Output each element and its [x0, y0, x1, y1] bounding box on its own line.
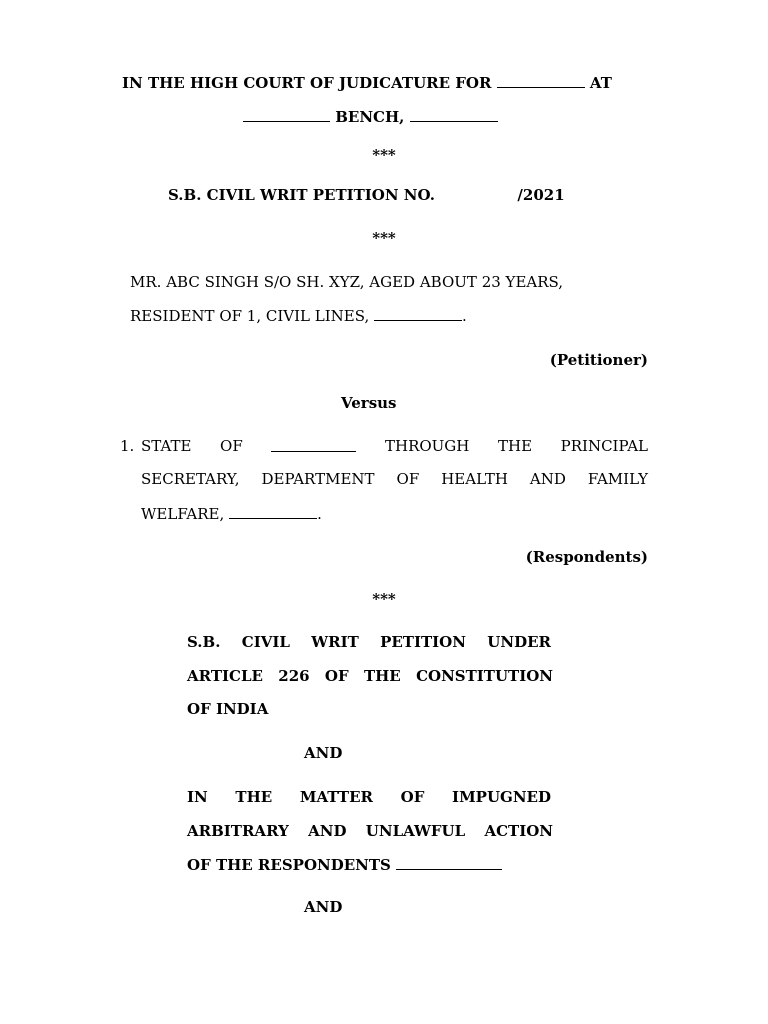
petition-number-line	[168, 186, 565, 204]
respondent-role: (Respondents)	[525, 548, 648, 566]
blank-line	[243, 107, 330, 122]
writ-line-1: S.B. CIVIL WRIT PETITION UNDER	[187, 633, 551, 651]
word: OF	[220, 437, 243, 455]
and-label: AND	[304, 898, 343, 916]
petition-year: /2021	[517, 186, 565, 204]
respondent-line-2: SECRETARY, DEPARTMENT OF HEALTH AND FAMILY	[141, 470, 648, 488]
blank-line	[271, 437, 356, 452]
word: STATE	[141, 437, 192, 455]
blank-line	[497, 73, 585, 88]
respondent-welfare: WELFARE,	[141, 505, 225, 523]
blank-line	[410, 107, 498, 122]
separator: ***	[372, 146, 396, 164]
word: THROUGH	[384, 437, 470, 455]
word: THE	[497, 437, 533, 455]
petitioner-line-2	[130, 306, 467, 325]
writ-line-2: ARTICLE 226 OF THE CONSTITUTION	[187, 667, 553, 685]
separator: ***	[372, 590, 396, 608]
bench-label: BENCH,	[335, 108, 405, 126]
matter-line-1: IN THE MATTER OF IMPUGNED	[187, 788, 551, 806]
and-label: AND	[304, 744, 343, 762]
versus-label: Versus	[341, 394, 397, 412]
bench-line	[243, 107, 498, 126]
separator: ***	[372, 229, 396, 247]
blank-line	[374, 306, 462, 321]
court-heading-line-1	[122, 73, 612, 92]
matter-respondents: OF THE RESPONDENTS	[187, 856, 391, 874]
blank-line	[229, 504, 317, 519]
petition-label: S.B. CIVIL WRIT PETITION NO.	[168, 186, 435, 204]
respondent-line-3	[141, 504, 322, 523]
petitioner-address: RESIDENT OF 1, CIVIL LINES,	[130, 307, 370, 325]
matter-line-2: ARBITRARY AND UNLAWFUL ACTION	[187, 822, 553, 840]
petitioner-role: (Petitioner)	[549, 351, 648, 369]
period: .	[317, 505, 322, 523]
matter-line-3	[187, 855, 502, 874]
petitioner-line-1: MR. ABC SINGH S/O SH. XYZ, AGED ABOUT 23 YEARS,	[130, 273, 564, 291]
blank-line	[396, 855, 502, 870]
court-heading-text: IN THE HIGH COURT OF JUDICATURE FOR	[122, 74, 492, 92]
respondent-line-1	[141, 437, 648, 455]
period: .	[462, 307, 467, 325]
court-heading-end: AT	[589, 74, 612, 92]
respondent-number: 1.	[120, 437, 135, 455]
writ-line-3: OF INDIA	[187, 700, 269, 718]
word: PRINCIPAL	[560, 437, 648, 455]
